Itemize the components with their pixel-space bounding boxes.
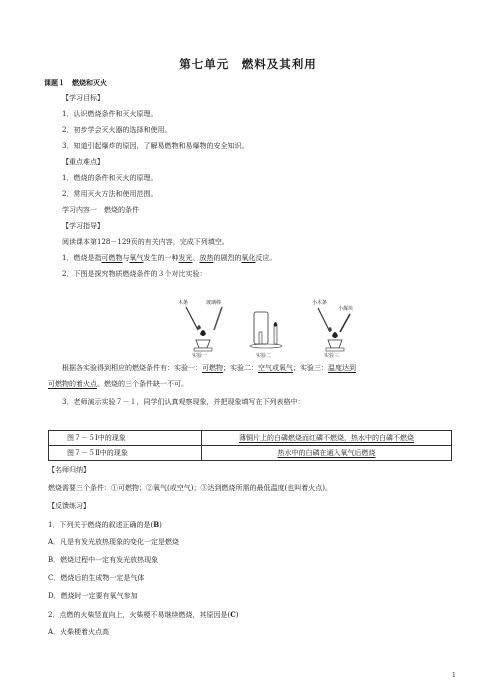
- option-item: D．燃烧时一定要有氧气参加: [48, 592, 138, 600]
- unit-title: 第七单元 燃料及其利用: [179, 57, 317, 71]
- guide-heading: 【学习指导】: [62, 222, 104, 230]
- table-row: [49, 446, 452, 461]
- option-item: B．燃烧过程中一定有发光放热现象: [48, 556, 159, 564]
- objective-item: 1．认识燃烧条件和灭火原理。: [62, 110, 158, 118]
- table-row: [49, 431, 452, 446]
- observation-table: [48, 430, 452, 461]
- answer-blank: 温度达到: [328, 364, 356, 372]
- key-point-item: 1．燃烧的条件和灭火的原理。: [62, 174, 158, 182]
- candle-icon: [259, 332, 262, 344]
- table-cell-label: 图７－５Ⅰ中的现象: [49, 431, 202, 446]
- question-1: 1．燃烧是指可燃物与氧气发生的一种发光、放热的剧烈的氧化反应。: [62, 254, 277, 262]
- label-glass-rod: 玻璃棒: [206, 300, 222, 306]
- answer-choice: B: [153, 520, 160, 529]
- key-point-item: 2．常用灭火方法和使用范围。: [62, 190, 158, 198]
- practice-question-2: 2．点燃的火柴竖直向上，火柴梗不易继续燃烧，其原因是(C): [48, 610, 239, 619]
- label-exp3: 实验三: [324, 353, 340, 358]
- answer-blank: 可燃物: [202, 364, 223, 372]
- label-small-coal: 小煤块: [338, 306, 354, 312]
- label-stick: 木条: [178, 300, 189, 306]
- alcohol-lamp-icon: [328, 340, 342, 348]
- label-exp2: 实验二: [256, 353, 272, 358]
- option-item: C．燃烧后的生成物一定是气体: [48, 574, 145, 582]
- answer-blank: 氧气: [129, 254, 144, 262]
- practice-question-1: 1．下列关于燃烧的叙述正确的是(B): [48, 520, 162, 529]
- content-heading: 学习内容一 燃烧的条件: [62, 206, 139, 214]
- option-item: A．火柴梗着火点高: [48, 628, 110, 636]
- question-3: 3．老师演示实验７－１，同学们认真观察现象，并把现象填写在下列表格中：: [62, 398, 305, 406]
- candle-icon: [274, 326, 277, 344]
- flame-icon: [332, 332, 338, 338]
- answer-blank: 可燃物的着火点: [48, 380, 97, 388]
- teacher-heading: 【名师归纳】: [48, 466, 90, 474]
- answer-blank: 空气或氧气: [258, 364, 293, 372]
- alcohol-lamp-icon: [196, 340, 210, 348]
- lesson-title: 课题１ 燃烧和灭火: [44, 78, 107, 87]
- answer-blank: 放热: [199, 254, 214, 262]
- answer-blank: 氧化: [241, 254, 256, 262]
- teacher-summary: 燃烧需要三个条件：①可燃物；②氧气(或空气)；③达到燃烧所需的最低温度(也叫着火点)。: [48, 484, 332, 492]
- table-cell-value: 薄铜片上的白磷燃烧而红磷不燃烧，热水中的白磷不燃烧: [202, 431, 452, 446]
- page-number: 1: [452, 672, 456, 679]
- experiment-figure: [178, 296, 360, 358]
- objectives-heading: 【学习目标】: [62, 94, 104, 102]
- label-small-stick: 小木条: [312, 300, 328, 306]
- table-cell-value: 热水中的白磷在通入氧气后燃烧: [202, 446, 452, 461]
- table-cell-label: 图７－５Ⅱ中的现象: [49, 446, 202, 461]
- label-exp1: 实验一: [192, 353, 208, 358]
- key-points-heading: 【重点难点】: [62, 158, 104, 166]
- guide-intro: 阅读课本第128－129页的有关内容，完成下列填空。: [62, 238, 229, 246]
- practice-heading: 【反馈练习】: [48, 502, 90, 510]
- flame-icon: [200, 330, 206, 336]
- answer-blank: 可燃物: [101, 254, 123, 262]
- analysis-line-2: 可燃物的着火点。燃烧的三个条件缺一不可。: [48, 380, 188, 388]
- answer-blank: 发光: [178, 254, 193, 262]
- flame-icon: [328, 327, 332, 332]
- objective-item: 3．知道引起爆炸的原因，了解易燃物和易爆物的安全知识。: [62, 142, 249, 150]
- question-2: 2．下图是探究物质燃烧条件的３个对比实验：: [62, 270, 207, 278]
- option-item: A．凡是有发光放热现象的变化一定是燃烧: [48, 538, 180, 546]
- experiment-illustration: [178, 296, 360, 358]
- objective-item: 2．初步学会灭火器的选择和使用。: [62, 126, 172, 134]
- analysis-line-1: 根据各实验得到相应的燃烧条件有：实验一：可燃物；实验二：空气或氧气；实验三：温度达到: [62, 364, 356, 372]
- answer-choice: C: [230, 610, 236, 619]
